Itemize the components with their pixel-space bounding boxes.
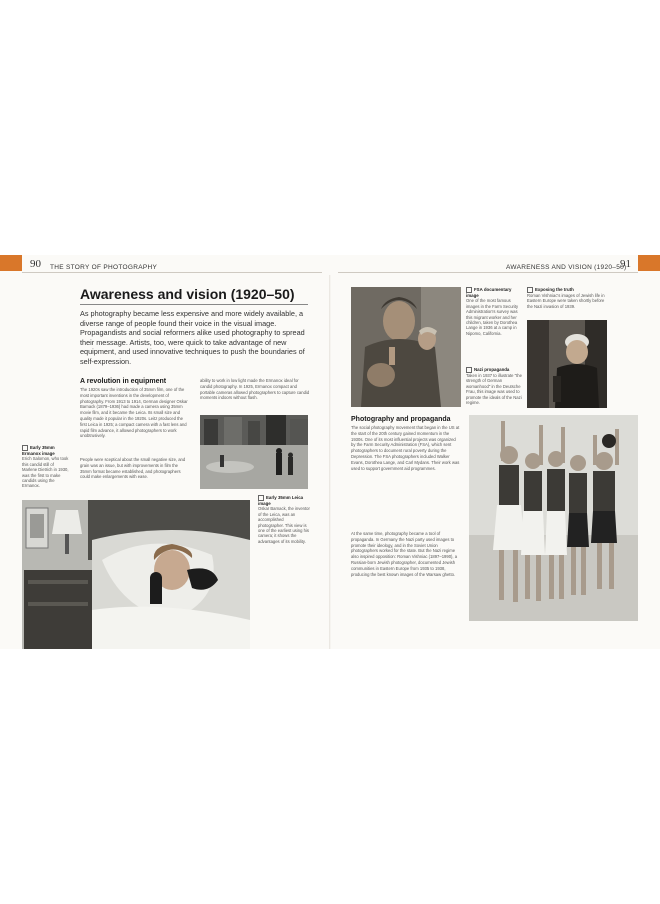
dietrich-telephone-photo [22,500,250,649]
left-page-number: 90 [30,258,41,270]
right-header-rule [338,272,638,273]
right-page-tab [638,255,660,271]
intro-paragraph: As photography became less expensive and more widely available, a diverse range of people found their voice in the visual image. Propagandists and social reformers alike used photography to spread their message. Artists, too, were quick to take advantage of new equipment, and used innovative techniques to push the boundaries of self-expression. [80,309,305,366]
section-heading-equipment: A revolution in equipment [80,378,167,385]
book-spread [0,255,660,649]
caption-nazi-title: Nazi propaganda [474,367,510,373]
caption-fsa-title: FSA documentary image [466,287,512,298]
migrant-mother-photo [351,287,461,407]
left-header-rule [22,272,322,273]
body-text-col1b: People were sceptical about the small negative size, and grain was an issue, but with improvements in film the 35mm format became established, and photographers could make enlargements with ease. [80,457,186,480]
leica-street-photo [200,415,308,489]
caption-vishniac-title: Exposing the truth [535,287,574,293]
caption-leica-title: Early 35mm Leica image [258,495,304,506]
women-beach-photo [469,415,638,621]
propaganda-body-col2: At the same time, photography became a tool of propaganda. In Germany the Nazi party used images to promote their ideology, and in the Soviet Union photographers worked for the state. But the Nazi regime also inspired opposition: Roman Vishniac (1897–1990), a Russian-born Jewish photographer, documented Jewish communities in Eastern Europe from 1935 to 1938, producing the best known images of the Warsaw ghetto. [351,531,458,577]
caption-salomon-text: Erich Salomon, who took this candid still of Marlene Dietrich in 1930, was the first to make candids using the Ermanox. [22,456,69,489]
caption-vishniac [527,287,607,309]
caption-fsa [466,287,520,336]
right-running-head: AWARENESS AND VISION (1920–50) [506,264,627,271]
title-rule [80,304,308,305]
caption-leica [258,495,310,544]
caption-nazi [466,367,522,405]
vishniac-boy-photo [527,320,607,408]
right-page-number: 91 [620,258,631,270]
caption-fsa-text: One of the most famous images in the Farm Security Administration's survey was this migrant worker and her children, taken by Dorothea Lange in 1936 at a camp in Nipomo, California. [466,298,519,336]
left-page-tab [0,255,22,271]
body-text-col2: ability to work in low light made the Ermanox ideal for candid photography. In 1925, Ermanox compact and portable cameras allowed photographers to capture candid moments indoors without flash. [200,378,310,401]
body-text-col1: The 1920s saw the introduction of 35mm film, one of the most important inventions in the development of photography. From 1913 to 1914, German designer Oskar Barnack (1879–1936) had made a camera using 35mm movie film, and it became the Leica. Its small size and quality made it popular in the 1920s. Leitz produced the first Leica in 1925; a compact camera with a fast lens and rapid film advance, it allowed photographers to work unobtrusively. [80,387,188,439]
caption-salomon-title: Early 35mm Ermanox image [22,445,55,456]
caption-nazi-text: Taken in 1937 to illustrate "the strength of German womanhood" in the Deutsche Frau, this image was used to promote the ideals of the Nazi regime. [466,373,522,406]
book-gutter [329,275,331,649]
section-heading-propaganda: Photography and propaganda [351,416,451,423]
page-title: Awareness and vision (1920–50) [80,286,295,302]
propaganda-body-col1: The social photography movement that began in the US at the start of the 20th century gained momentum in the 1930s. One of its most influential projects was organized by the Farm Security Administration (FSA), which sent photographers to document rural poverty during the Depression. The FSA photographers included Walker Evans, Dorothea Lange, and Carl Mydans. Their work was used to support government aid programmes. [351,425,460,471]
caption-salomon [22,445,70,489]
left-running-head: THE STORY OF PHOTOGRAPHY [50,264,158,271]
caption-vishniac-text: Roman Vishniac's images of Jewish life in Eastern Europe were taken shortly before the Nazi invasion of 1939. [527,293,605,309]
caption-leica-text: Oskar Barnack, the inventor of the Leica, was an accomplished photographer. This view is one of the earliest using his camera; it shows the advantages of its mobility. [258,506,310,544]
